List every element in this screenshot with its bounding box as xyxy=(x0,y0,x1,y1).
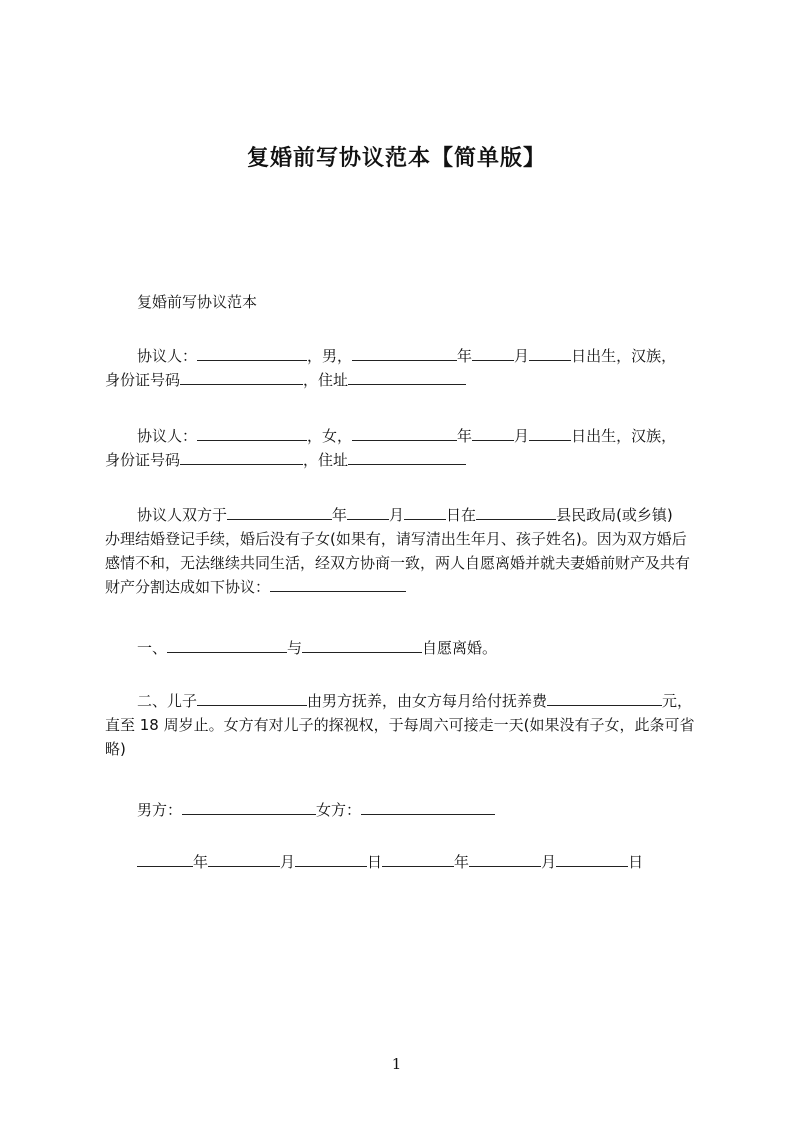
male-signature-blank[interactable] xyxy=(182,800,316,815)
clause-one-suffix: 自愿离婚。 xyxy=(422,639,498,657)
date1-year-label: 年 xyxy=(193,853,209,871)
marriage-year-blank[interactable] xyxy=(227,505,332,520)
document-title: 复婚前写协议范本【简单版】 xyxy=(246,146,546,171)
date1-month-label: 月 xyxy=(280,853,296,871)
date2-day-label: 日 xyxy=(628,853,644,871)
party2-address-blank[interactable] xyxy=(348,450,466,465)
party2-id-blank[interactable] xyxy=(180,450,303,465)
party1-address-label: ，住址 xyxy=(303,371,349,389)
party2-month-label: 月 xyxy=(514,427,530,445)
party2-birth-day-blank[interactable] xyxy=(529,426,571,441)
registration-month-label: 月 xyxy=(389,506,405,524)
agreement-intro-blank[interactable] xyxy=(270,577,406,592)
marriage-day-blank[interactable] xyxy=(404,505,446,520)
party2-paragraph xyxy=(105,424,700,472)
party2-name-blank[interactable] xyxy=(197,426,307,441)
clause-one-mid: 与 xyxy=(287,639,303,657)
county-blank[interactable] xyxy=(476,505,556,520)
clause-one xyxy=(105,636,700,660)
party1-month-label: 月 xyxy=(514,347,530,365)
party1-label: 协议人： xyxy=(137,347,198,365)
date2-day-blank[interactable] xyxy=(556,852,628,867)
party2-birth-month-blank[interactable] xyxy=(472,426,514,441)
female-signature-blank[interactable] xyxy=(361,800,495,815)
date1-month-blank[interactable] xyxy=(208,852,280,867)
registration-text-1: 协议人双方于 xyxy=(137,506,228,524)
male-signature-label: 男方： xyxy=(137,801,183,819)
section-heading: 复婚前写协议范本 xyxy=(137,293,258,311)
page-number: 1 xyxy=(391,1055,402,1073)
party1-birth-label: 日出生，汉族， xyxy=(571,347,677,365)
party1-year-label: 年 xyxy=(457,347,473,365)
child-support-blank[interactable] xyxy=(547,691,662,706)
date2-year-label: 年 xyxy=(454,853,470,871)
party1-birth-day-blank[interactable] xyxy=(529,346,571,361)
clause-two-suffix: 元，直至 18 周岁止。女方有对儿子的探视权，于每周六可接走一天(如果没有子女，此条可省略) xyxy=(105,692,695,758)
party1-gender: ，男， xyxy=(307,347,353,365)
date1-day-label: 日 xyxy=(367,853,383,871)
registration-year-label: 年 xyxy=(332,506,348,524)
registration-day-label: 日在 xyxy=(446,506,477,524)
date2-month-blank[interactable] xyxy=(469,852,541,867)
party1-id-label: 身份证号码 xyxy=(105,371,181,389)
date1-year-blank[interactable] xyxy=(137,852,193,867)
female-signature-label: 女方： xyxy=(316,801,362,819)
party2-gender: ，女， xyxy=(307,427,353,445)
date1-day-blank[interactable] xyxy=(295,852,367,867)
party1-name-blank[interactable] xyxy=(197,346,307,361)
party2-year-label: 年 xyxy=(457,427,473,445)
registration-office-label: 县民政局(或乡镇) xyxy=(556,506,673,524)
clause-two-mid: 由男方抚养，由女方每月给付抚养费 xyxy=(307,692,548,710)
party2-id-label: 身份证号码 xyxy=(105,451,181,469)
party1-birth-month-blank[interactable] xyxy=(472,346,514,361)
party1-id-blank[interactable] xyxy=(180,370,303,385)
date2-year-blank[interactable] xyxy=(382,852,454,867)
party1-paragraph xyxy=(105,344,700,392)
party1-address-blank[interactable] xyxy=(348,370,466,385)
clause-one-prefix: 一、 xyxy=(137,639,168,657)
clause-one-party-a-blank[interactable] xyxy=(167,638,287,653)
son-name-blank[interactable] xyxy=(197,691,307,706)
registration-paragraph xyxy=(105,503,700,599)
party2-label: 协议人： xyxy=(137,427,198,445)
registration-body-text: 办理结婚登记手续，婚后没有子女(如果有，请写清出生年月、孩子姓名)。因为双方婚后感情不和，无法继续共同生活，经双方协商一致，两人自愿离婚并就夫妻婚前财产及共有财产分割达成如下协议： xyxy=(105,530,691,596)
party2-birth-year-blank[interactable] xyxy=(352,426,457,441)
date2-month-label: 月 xyxy=(541,853,557,871)
date-line xyxy=(105,850,700,874)
clause-two xyxy=(105,689,700,761)
party2-birth-label: 日出生，汉族， xyxy=(571,427,677,445)
marriage-month-blank[interactable] xyxy=(347,505,389,520)
clause-one-party-b-blank[interactable] xyxy=(302,638,422,653)
party2-address-label: ，住址 xyxy=(303,451,349,469)
signature-line xyxy=(105,798,700,822)
clause-two-prefix: 二、儿子 xyxy=(137,692,198,710)
party1-birth-year-blank[interactable] xyxy=(352,346,457,361)
